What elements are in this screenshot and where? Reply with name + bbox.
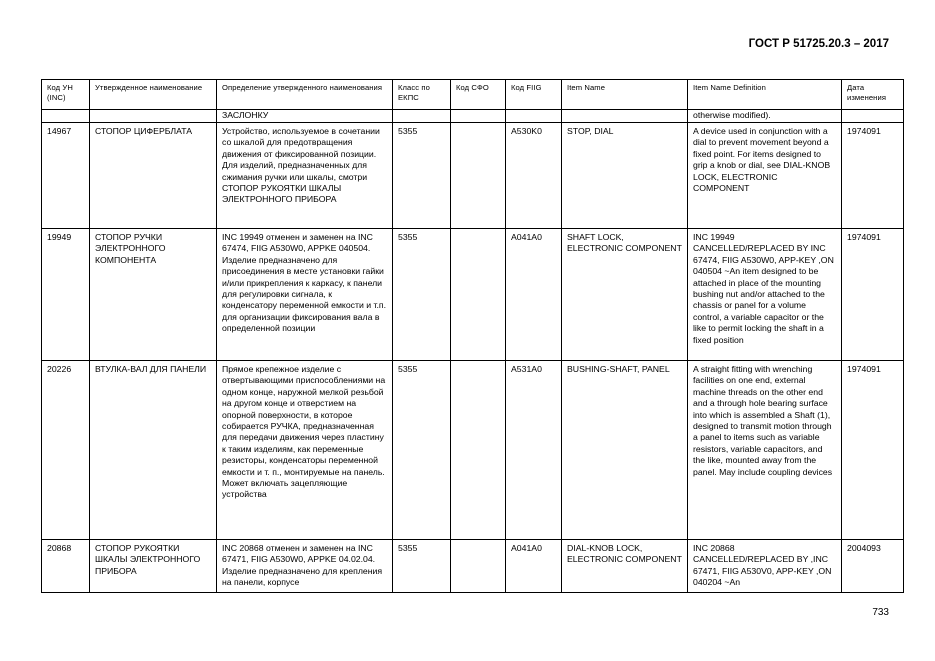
- page-number: 733: [872, 607, 889, 618]
- item-name: DIAL-KNOB LOCK, ELECTRONIC COMPONENT: [562, 540, 688, 593]
- column-header-definition-ru: Определение утвержденного наименования: [217, 80, 393, 110]
- item-name: SHAFT LOCK, ELECTRONIC COMPONENT: [562, 229, 688, 361]
- column-header-ekps-class: Класс по ЕКПС: [393, 80, 451, 110]
- sfo-code: [451, 540, 506, 593]
- column-header-sfo-code: Код СФО: [451, 80, 506, 110]
- column-header-change-date: Дата изменения: [842, 80, 904, 110]
- change-date: 1974091: [842, 229, 904, 361]
- classification-table: [41, 79, 904, 593]
- column-header-item-name-definition: Item Name Definition: [688, 80, 842, 110]
- inc-code: 20226: [42, 361, 90, 540]
- table-row: [42, 540, 904, 593]
- sfo-code: [451, 361, 506, 540]
- sfo-code: [451, 123, 506, 229]
- change-date: 1974091: [842, 361, 904, 540]
- column-header-inc: Код УН (INC): [42, 80, 90, 110]
- sfo-code: [451, 229, 506, 361]
- item-name: BUSHING-SHAFT, PANEL: [562, 361, 688, 540]
- approved-name: СТОПОР РУКОЯТКИ ШКАЛЫ ЭЛЕКТРОННОГО ПРИБОРА: [90, 540, 217, 593]
- ekps-class: 5355: [393, 540, 451, 593]
- fiig-code: A041A0: [506, 540, 562, 593]
- definition-en: A device used in conjunction with a dial to prevent movement beyond a fixed point. For items designed to grip a knob or dial, see DIAL-KNOB LOCK, ELECTRONIC COMPONENT: [688, 123, 842, 229]
- definition-ru: INC 19949 отменен и заменен на INC 67474, FIIG A530W0, APPKE 040504. Изделие предназначено для присоединения в месте установки гайки и/или прикрепления к каркасу, к панели для регулировки сигнала, к конденсатору переменной емкости и т.п. для организации фиксирования вала в определенной позиции: [217, 229, 393, 361]
- ekps-class: 5355: [393, 123, 451, 229]
- continuation-definition-en: otherwise modified).: [688, 110, 842, 123]
- approved-name: СТОПОР РУЧКИ ЭЛЕКТРОННОГО КОМПОНЕНТА: [90, 229, 217, 361]
- approved-name: СТОПОР ЦИФЕРБЛАТА: [90, 123, 217, 229]
- continuation-definition-ru: ЗАСЛОНКУ: [217, 110, 393, 123]
- table-header-row: [42, 80, 904, 110]
- ekps-class: 5355: [393, 361, 451, 540]
- approved-name: ВТУЛКА-ВАЛ ДЛЯ ПАНЕЛИ: [90, 361, 217, 540]
- column-header-item-name: Item Name: [562, 80, 688, 110]
- table-cell: [451, 110, 506, 123]
- table-cell: [506, 110, 562, 123]
- continuation-row: [42, 110, 904, 123]
- table-row: [42, 229, 904, 361]
- change-date: 1974091: [842, 123, 904, 229]
- inc-code: 20868: [42, 540, 90, 593]
- definition-ru: Устройство, используемое в сочетании со шкалой для предотвращения движения от фиксированной позиции. Для изделий, предназначенных для сжимания ручки или шкалы, смотри СТОПОР РУКОЯТКИ ШКАЛЫ ЭЛЕКТРОННОГО ПРИБОРА: [217, 123, 393, 229]
- fiig-code: A531A0: [506, 361, 562, 540]
- definition-en: A straight fitting with wrenching facilities on one end, external machine threads on the other end and a through hole bearing surface into which is assembled a Shaft (1), designed to transmit motion through a panel to items such as variable resistors, variable capacitors, and the like, mounted away from the panel. May include coupling devices: [688, 361, 842, 540]
- definition-en: INC 19949 CANCELLED/REPLACED BY INC 67474, FIIG A530W0, APP-KEY ,ON 040504 ~An item designed to be attached in place of the mounting bushing nut and/or attached to the chassis or panel for a volume control, a variable capacitor or the like to permit locking the shaft in a fixed position: [688, 229, 842, 361]
- table-cell: [393, 110, 451, 123]
- table-row: [42, 361, 904, 540]
- fiig-code: A530K0: [506, 123, 562, 229]
- definition-en: INC 20868 CANCELLED/REPLACED BY ,INC 67471, FIIG A530V0, APP-KEY ,ON 040204 ~An: [688, 540, 842, 593]
- inc-code: 14967: [42, 123, 90, 229]
- table-cell: [562, 110, 688, 123]
- change-date: 2004093: [842, 540, 904, 593]
- fiig-code: A041A0: [506, 229, 562, 361]
- definition-ru: INC 20868 отменен и заменен на INC 67471, FIIG A530W0, APPKE 04.02.04. Изделие предназначено для крепления на панели, корпусе: [217, 540, 393, 593]
- column-header-fiig-code: Код FIIG: [506, 80, 562, 110]
- table-cell: [90, 110, 217, 123]
- document-code: ГОСТ Р 51725.20.3 – 2017: [748, 38, 889, 50]
- table-row: [42, 123, 904, 229]
- column-header-approved-name: Утвержденное наименование: [90, 80, 217, 110]
- ekps-class: 5355: [393, 229, 451, 361]
- inc-code: 19949: [42, 229, 90, 361]
- item-name: STOP, DIAL: [562, 123, 688, 229]
- table-cell: [42, 110, 90, 123]
- definition-ru: Прямое крепежное изделие с отвертывающими приспособлениями на одном конце, наружной мелкой резьбой на другом конце и отверстием на опорной поверхности, в которое собирается РУЧКА, предназначенная для передачи движения через пластину к таким изделиям, как переменные резисторы, конденсаторы переменной емкости и т. п., монтируемые на панель. Может включать зацепляющие устройства: [217, 361, 393, 540]
- table-cell: [842, 110, 904, 123]
